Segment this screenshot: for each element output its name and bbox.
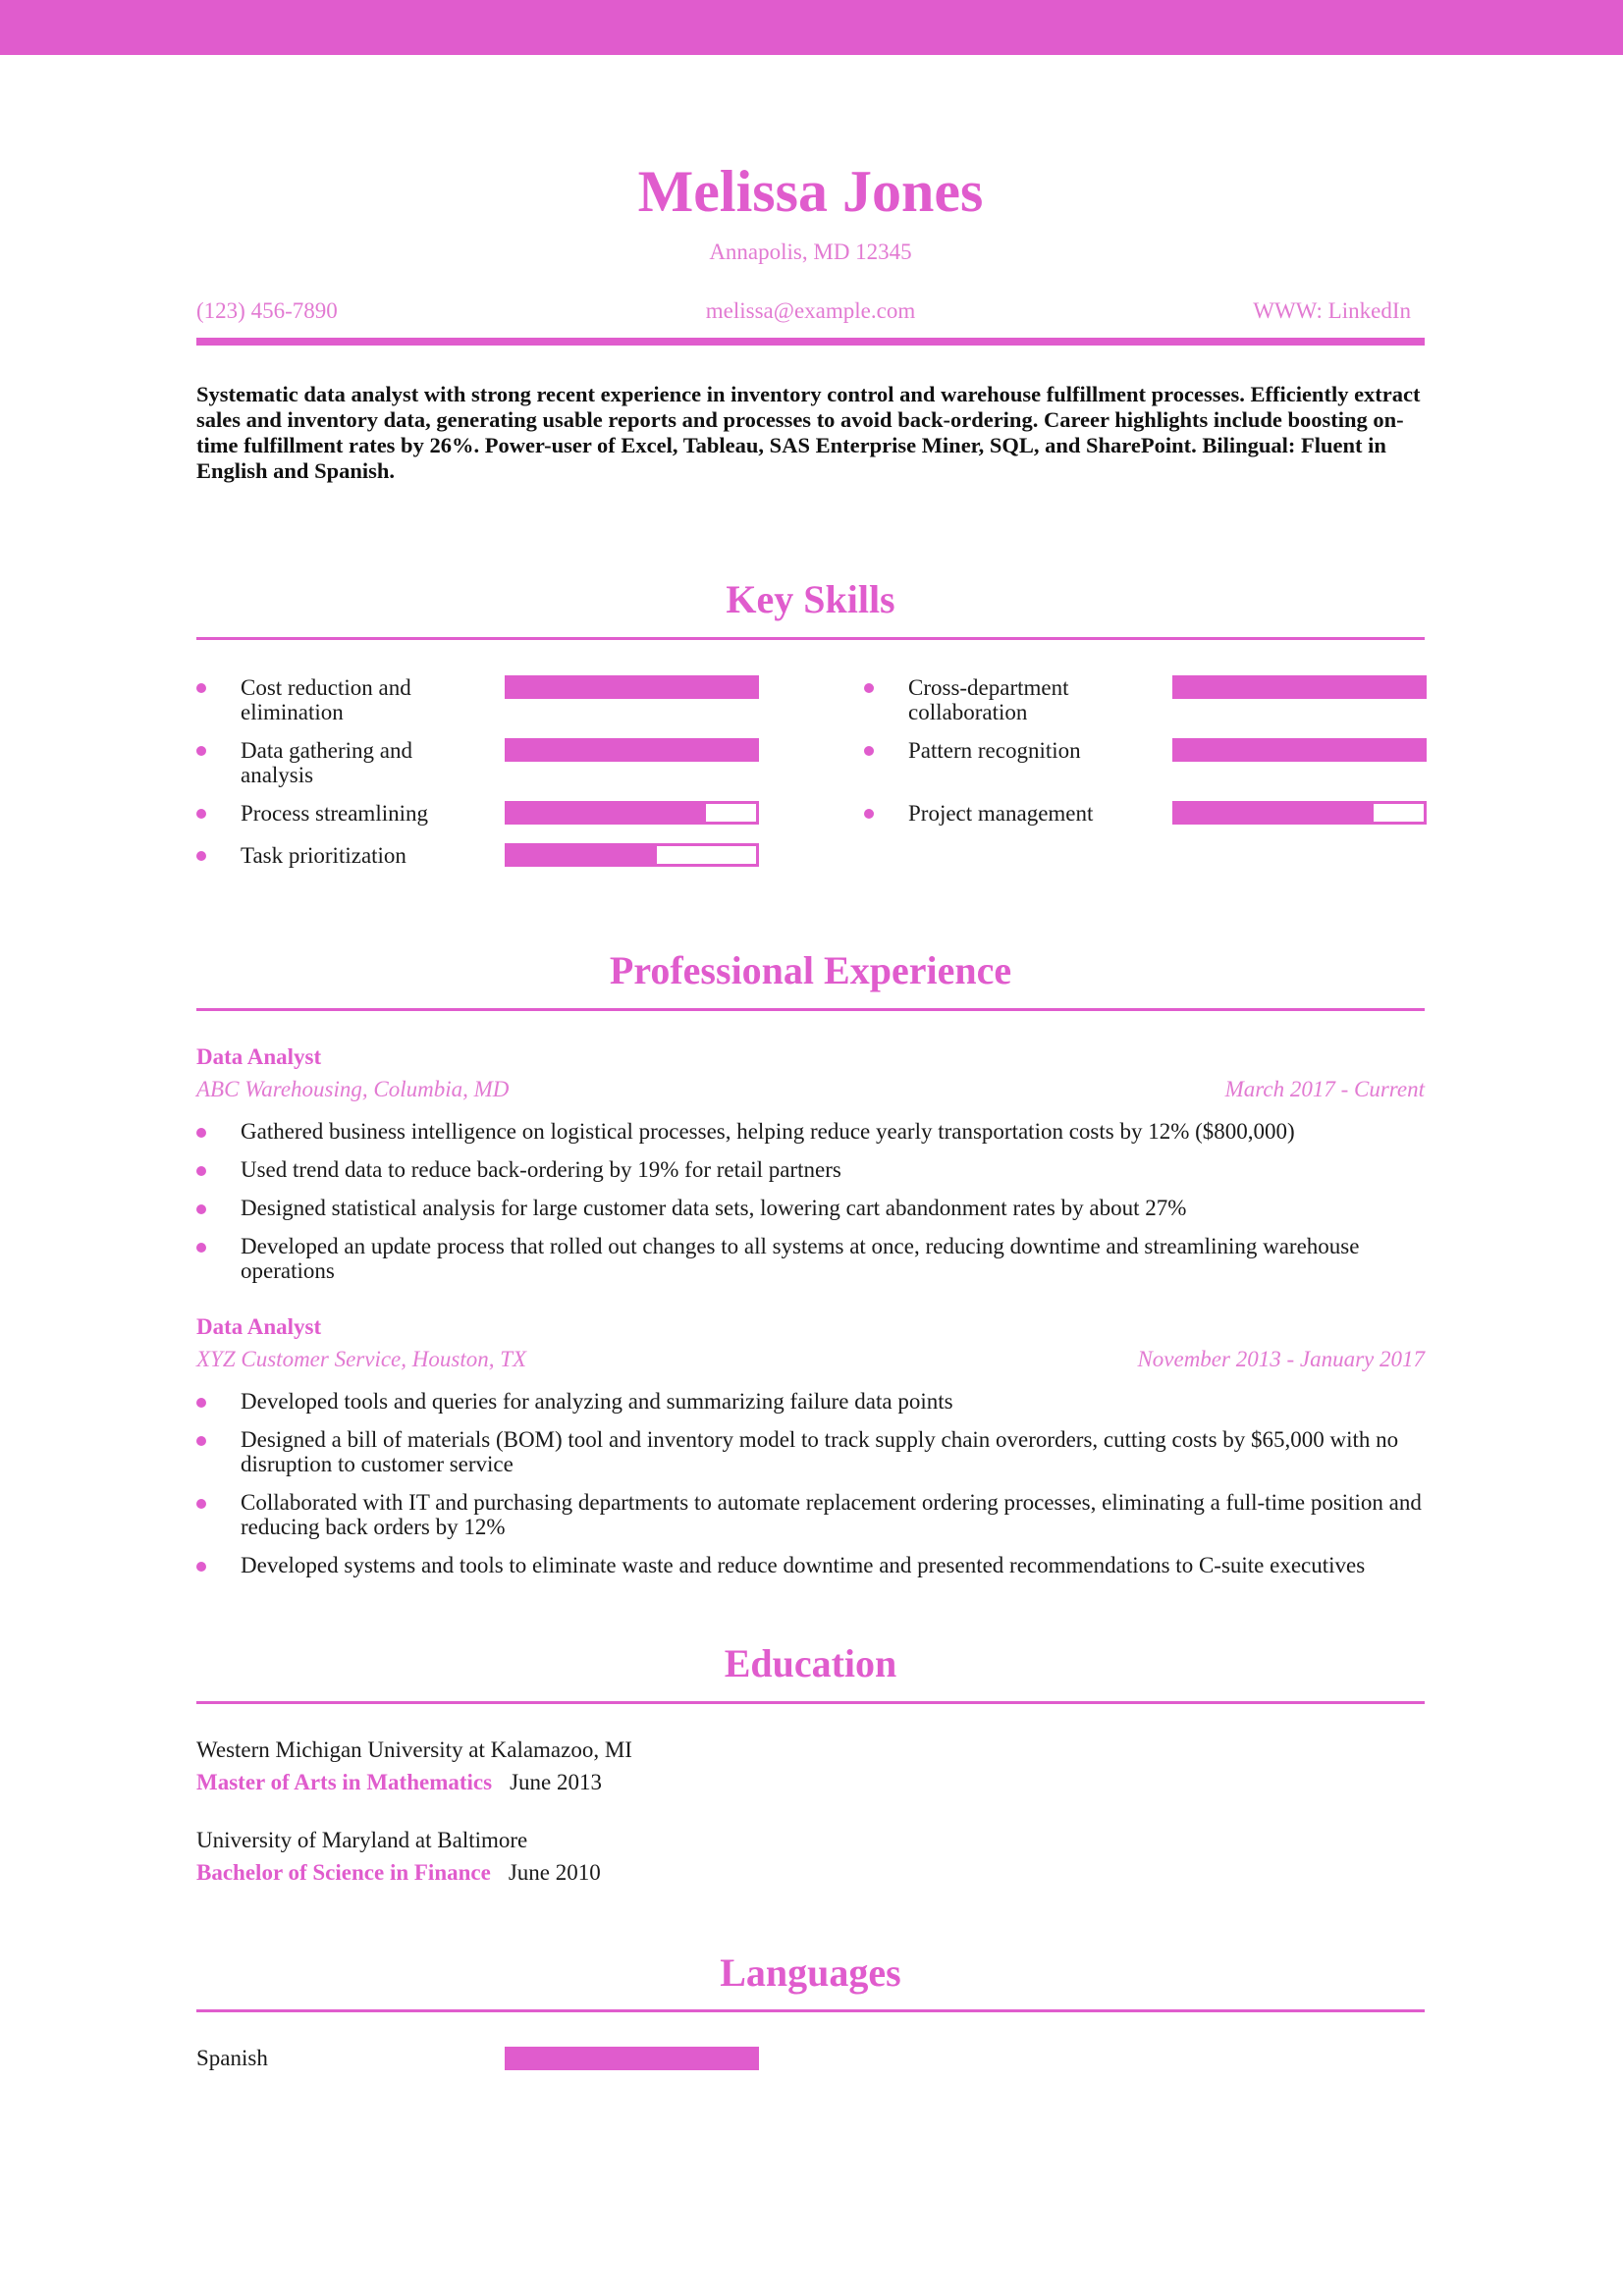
bullet-dot: [196, 746, 206, 756]
job-dates: November 2013 - January 2017: [1137, 1347, 1425, 1371]
skill-item: [196, 738, 785, 797]
skill-level-bar: [1172, 675, 1427, 699]
education-section-title: Education: [724, 1641, 897, 1685]
job-bullet-text: Developed systems and tools to eliminate waste and reduce downtime and presented recommendations to C-suite executives: [241, 1553, 1366, 1577]
bullet-dot: [196, 683, 206, 693]
skill-level-bar: [505, 675, 759, 699]
education-school: Western Michigan University at Kalamazoo, MI: [196, 1737, 632, 1762]
header-divider: [196, 338, 1425, 346]
bullet-dot: [196, 1398, 206, 1408]
bullet-dot: [864, 746, 874, 756]
education-degree-line: [196, 1770, 602, 1795]
skill-level-bar: [1172, 801, 1427, 825]
bullet-dot: [196, 1499, 206, 1509]
languages-divider: [196, 2009, 1425, 2012]
experience-section-title: Professional Experience: [609, 948, 1012, 992]
education-date: June 2013: [510, 1770, 602, 1794]
education-degree-line: [196, 1860, 601, 1886]
bullet-dot: [196, 809, 206, 819]
language-label: Spanish: [196, 2046, 268, 2070]
experience-divider: [196, 1008, 1425, 1011]
education-date: June 2010: [508, 1860, 601, 1885]
bullet-dot: [864, 683, 874, 693]
skill-level-fill: [1175, 678, 1424, 696]
professional-summary: Systematic data analyst with strong recent experience in inventory control and warehouse fulfillment processes. Efficiently extract sales and inventory data, generating usable reports and processes to avoid back-ordering. Career highlights include boosting on-time fulfillment rates by 26%. Power-user of Excel, Tableau, SAS Enterprise Miner, SQL, and SharePoint. Bilingual: Fluent in English and Spanish.: [196, 382, 1421, 483]
education-divider: [196, 1701, 1425, 1704]
skill-level-bar: [1172, 738, 1427, 762]
job-company: ABC Warehousing, Columbia, MD: [196, 1077, 510, 1101]
skill-level-fill: [508, 741, 756, 759]
job-title: Data Analyst: [196, 1314, 322, 1339]
website-link[interactable]: WWW: LinkedIn: [1253, 298, 1411, 323]
skill-label: Pattern recognition: [908, 738, 1081, 763]
email-address[interactable]: melissa@example.com: [705, 298, 916, 323]
job-bullet-text: Developed an update process that rolled out changes to all systems at once, reducing downtime and streamlining warehouse operations: [241, 1234, 1360, 1283]
skill-label: Process streamlining: [241, 801, 428, 826]
candidate-address: Annapolis, MD 12345: [709, 240, 912, 264]
skill-label: Cross-department collaboration: [908, 675, 1069, 724]
job-bullet-text: Designed statistical analysis for large customer data sets, lowering cart abandonment rates by about 27%: [241, 1196, 1187, 1220]
skill-label: Project management: [908, 801, 1094, 826]
skill-level-bar: [505, 801, 759, 825]
skill-item: [196, 675, 785, 734]
skill-level-bar: [505, 738, 759, 762]
skill-level-fill: [508, 804, 706, 822]
bullet-dot: [196, 1562, 206, 1572]
language-level-fill: [508, 2050, 756, 2067]
education-degree: Master of Arts in Mathematics: [196, 1770, 493, 1794]
bullet-dot: [196, 1128, 206, 1138]
job-company: XYZ Customer Service, Houston, TX: [196, 1347, 527, 1371]
job-bullet-text: Designed a bill of materials (BOM) tool and inventory model to track supply chain overorders, cutting costs by $65,000 with no disruption to customer service: [241, 1427, 1399, 1476]
candidate-name: Melissa Jones: [637, 159, 984, 224]
contact-row: [196, 298, 1425, 328]
skill-level-fill: [1175, 741, 1424, 759]
top-accent-bar: [0, 0, 1623, 55]
skills-section-title: Key Skills: [726, 577, 895, 621]
skill-item: [864, 738, 1453, 797]
job-dates: March 2017 - Current: [1224, 1077, 1425, 1101]
skills-divider: [196, 637, 1425, 640]
skill-item: [864, 801, 1453, 860]
job-bullet-text: Developed tools and queries for analyzing and summarizing failure data points: [241, 1389, 953, 1414]
bullet-dot: [196, 1204, 206, 1214]
skill-level-fill: [508, 846, 657, 864]
job-bullet-text: Collaborated with IT and purchasing departments to automate replacement ordering processes, eliminating a full-time position and reducing back orders by 12%: [241, 1490, 1422, 1539]
job-bullet-text: Used trend data to reduce back-ordering by 19% for retail partners: [241, 1157, 841, 1182]
bullet-dot: [864, 809, 874, 819]
education-degree: Bachelor of Science in Finance: [196, 1860, 491, 1885]
education-school: University of Maryland at Baltimore: [196, 1828, 528, 1852]
phone-number: (123) 456-7890: [196, 298, 338, 323]
skill-level-fill: [508, 678, 756, 696]
bullet-dot: [196, 1166, 206, 1176]
skill-label: Cost reduction and elimination: [241, 675, 411, 724]
job-bullet-text: Gathered business intelligence on logistical processes, helping reduce yearly transportation costs by 12% ($800,000): [241, 1119, 1295, 1144]
skill-level-bar: [505, 843, 759, 867]
job-title: Data Analyst: [196, 1044, 322, 1069]
skill-label: Task prioritization: [241, 843, 406, 868]
bullet-dot: [196, 1436, 206, 1446]
skill-item: [196, 843, 785, 902]
language-level-bar: [505, 2047, 759, 2070]
bullet-dot: [196, 851, 206, 861]
skill-item: [864, 675, 1453, 734]
languages-section-title: Languages: [720, 1950, 901, 1995]
skill-level-fill: [1175, 804, 1374, 822]
bullet-dot: [196, 1243, 206, 1253]
skill-label: Data gathering and analysis: [241, 738, 412, 787]
